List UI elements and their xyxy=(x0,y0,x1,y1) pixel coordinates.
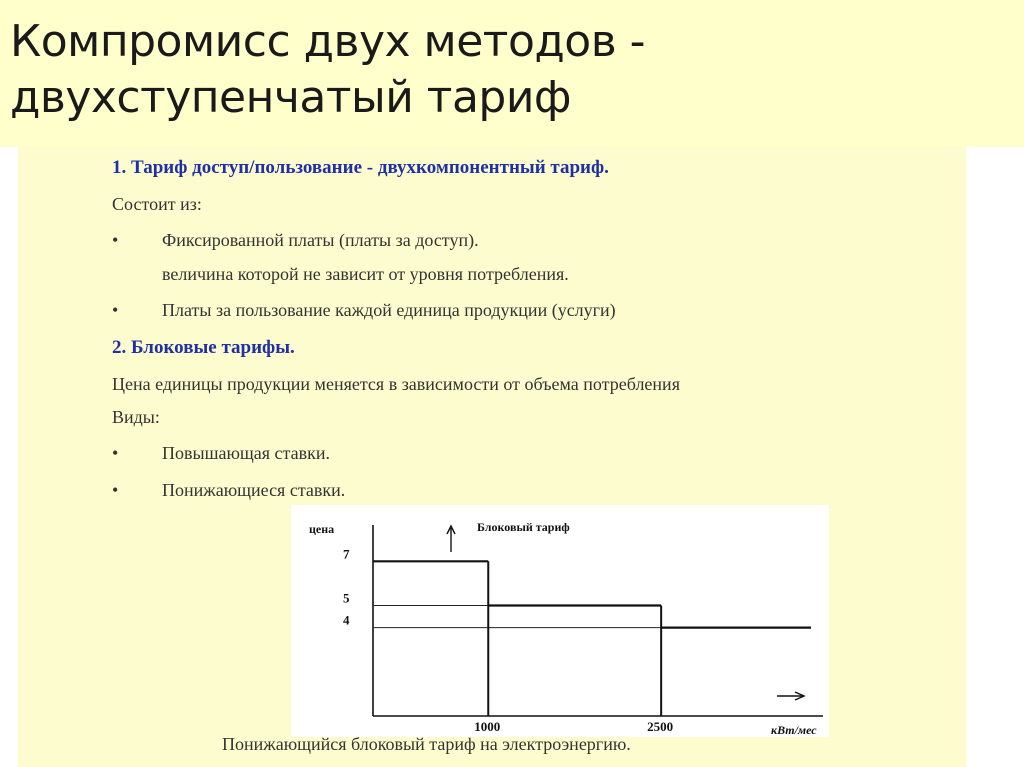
y-axis-arrow-icon xyxy=(447,526,455,552)
type-increasing: Повышающая ставки. xyxy=(162,443,330,463)
section2-heading: 2. Блоковые тарифы. xyxy=(112,337,295,358)
x-tick-label: 2500 xyxy=(647,719,674,734)
item-usage-fee: Платы за пользование каждой единица продукции (услуги) xyxy=(162,300,616,320)
bullet-icon: • xyxy=(112,480,119,500)
bullet-icon: • xyxy=(112,443,119,463)
chart-title: Блоковый тариф xyxy=(477,520,570,534)
block-tariff-chart xyxy=(291,505,829,737)
y-tick-label: 4 xyxy=(343,612,350,628)
chart-caption: Понижающийся блоковый тариф на электроэнергию. xyxy=(222,734,631,754)
x-axis-label: кВт/мес xyxy=(771,723,817,737)
section2-description: Цена единицы продукции меняется в зависимости от объема потребления xyxy=(112,374,680,394)
type-decreasing: Понижающиеся ставки. xyxy=(162,480,346,500)
title-bar xyxy=(0,0,1024,147)
section1-heading: 1. Тариф доступ/пользование - двухкомпонентный тариф. xyxy=(112,157,609,178)
x-axis-arrow-icon xyxy=(777,692,804,700)
y-axis-label: цена xyxy=(309,522,335,536)
item-fixed-fee-note: величина которой не зависит от уровня потребления. xyxy=(162,264,569,284)
types-label: Виды: xyxy=(112,407,160,427)
chart-svg xyxy=(291,505,829,737)
bullet-icon: • xyxy=(112,230,119,250)
x-tick-label: 1000 xyxy=(474,719,501,734)
y-tick-label: 7 xyxy=(343,546,350,562)
item-fixed-fee: Фиксированной платы (платы за доступ). xyxy=(162,230,479,250)
consists-of-label: Состоит из: xyxy=(112,194,202,214)
y-tick-label: 5 xyxy=(343,590,350,606)
bullet-icon: • xyxy=(112,300,119,320)
slide-title: Компромисс двух методов - двухступенчатый тариф xyxy=(10,16,645,123)
